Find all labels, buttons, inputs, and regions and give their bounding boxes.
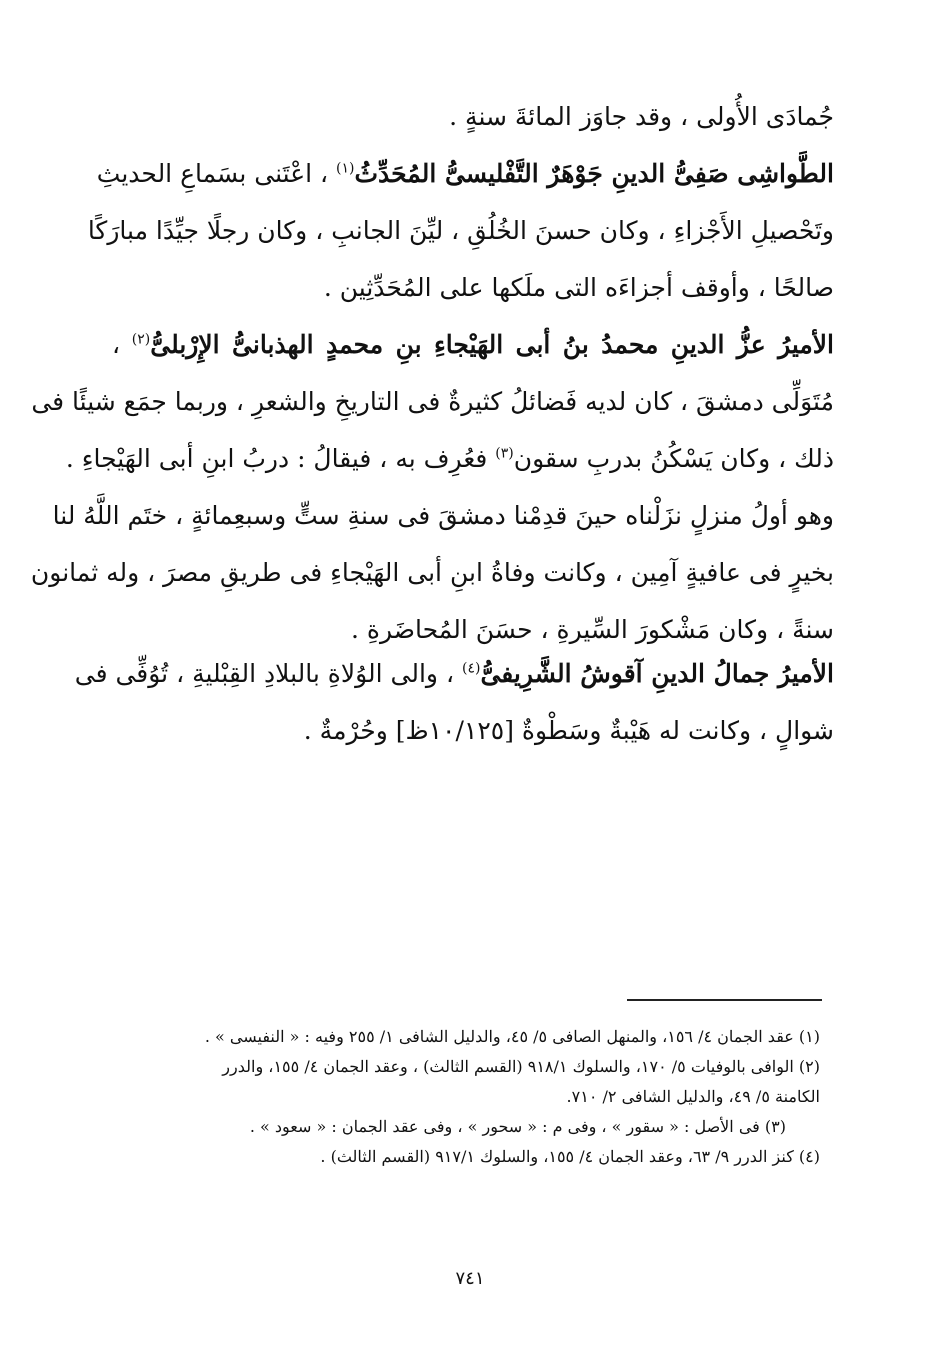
text-line-7 — [65, 430, 834, 487]
text-line-10: سنةً ، وكان مَشْكورَ السِّيرةِ ، حسَنَ المُحاضَرةِ . — [351, 615, 834, 644]
main-text — [87, 88, 834, 316]
text-line-2 — [96, 145, 834, 202]
main-text-2 — [30, 316, 834, 658]
footnote-4: (٤) كنز الدرر ٩/ ٦٣، وعقد الجمان ٤/ ١٥٥، والسلوك ٩١٧/١ (القسم الثالث) . — [320, 1147, 820, 1166]
text-line-1: جُمادَى الأُولى ، وقد جاوَز المائةَ سنةٍ . — [449, 102, 834, 131]
main-text-3 — [74, 645, 834, 759]
text-line-3: وتَحْصيلِ الأَجْزاءِ ، وكان حسنَ الخُلُقِ ، ليِّنَ الجانبِ ، وكان رجلًا جيِّدًا مبارَكًا — [87, 216, 834, 245]
text-line-7-a: ذلك ، وكان يَسْكُنُ بدربِ سقون — [513, 444, 834, 473]
text-line-2-rest: ، اعْتَنى بسَماعِ الحديثِ — [96, 159, 329, 188]
text-line-5-rest: ، — [112, 330, 132, 359]
footnote-ref-3: (٣) — [495, 445, 514, 462]
text-line-12: شوالٍ ، وكانت له هَيْبةٌ وسَطْوةٌ [١٠/١٢٥ظ] وحُرْمةٌ . — [303, 716, 834, 745]
text-line-11-rest: ، والى الوُلاةِ بالبلادِ القِبْليةِ ، تُوُفِّى فى — [74, 659, 455, 688]
entry-heading-izz-aldin: الأميرُ عزُّ الدينِ محمدُ بنُ أبى الهَيْجاءِ بنِ محمدٍ الهذبانىُّ الإِرْبلىُّ — [150, 330, 834, 359]
entry-heading-jawhar: الطَّواشِى صَفِىُّ الدينِ جَوْهَرٌ التَّفْليسىُّ المُحَدِّثُ — [354, 159, 834, 188]
entry-heading-aqush: الأميرُ جمالُ الدينِ آقوشُ الشَّرِيفىُّ — [480, 659, 834, 688]
text-line-7-b: فعُرِف به ، فيقالُ : دربُ ابنِ أبى الهَيْجاءِ . — [65, 444, 496, 473]
footnote-2-cont: الكامنة ٥/ ٤٩، والدليل الشافى ٢/ ٧١٠. — [566, 1087, 820, 1106]
page-number: ٧٤١ — [455, 1268, 485, 1289]
text-line-9: بخيرٍ فى عافيةٍ آمِين ، وكانت وفاةُ ابنِ أبى الهَيْجاءِ فى طريقِ مصرَ ، وله ثمانون — [30, 558, 834, 587]
text-line-4: صالحًا ، وأوقف أجزاءَه التى ملَكها على المُحَدِّثِين . — [323, 273, 834, 302]
footnote-ref-1: (١) — [336, 160, 355, 177]
footnote-separator — [627, 999, 822, 1001]
text-line-8: وهو أولُ منزلٍ نزَلْناه حينَ قدِمْنا دمشقَ فى سنةِ ستٍّ وسبعِمائةٍ ، ختَم اللَّهُ لنا — [52, 501, 834, 530]
text-line-5 — [112, 316, 834, 373]
footnote-3: (٣) فى الأصل : « سقور » ، وفى م : « سحور » ، وفى عقد الجمان : « سعود » . — [249, 1117, 786, 1136]
footnote-ref-2: (٢) — [131, 331, 151, 348]
footnote-1: (١) عقد الجمان ٤/ ١٥٦، والمنهل الصافى ٥/ ٤٥، والدليل الشافى ١/ ٢٥٥ وفيه : « النفيسى » . — [204, 1027, 820, 1046]
footnote-2: (٢) الوافى بالوفيات ٥/ ١٧٠، والسلوك ٩١٨/١ (القسم الثالث) ، وعقد الجمان ٤/ ١٥٥، والدرر — [222, 1057, 820, 1076]
footnotes — [120, 1022, 820, 1172]
text-line-6: مُتَوَلِّى دمشقَ ، كان لديه فَضائلُ كثيرةٌ فى التاريخِ والشعرِ ، وربما جمَع شيئًا فى — [31, 387, 834, 416]
footnote-ref-4: (٤) — [461, 660, 481, 677]
text-line-11 — [74, 645, 834, 702]
